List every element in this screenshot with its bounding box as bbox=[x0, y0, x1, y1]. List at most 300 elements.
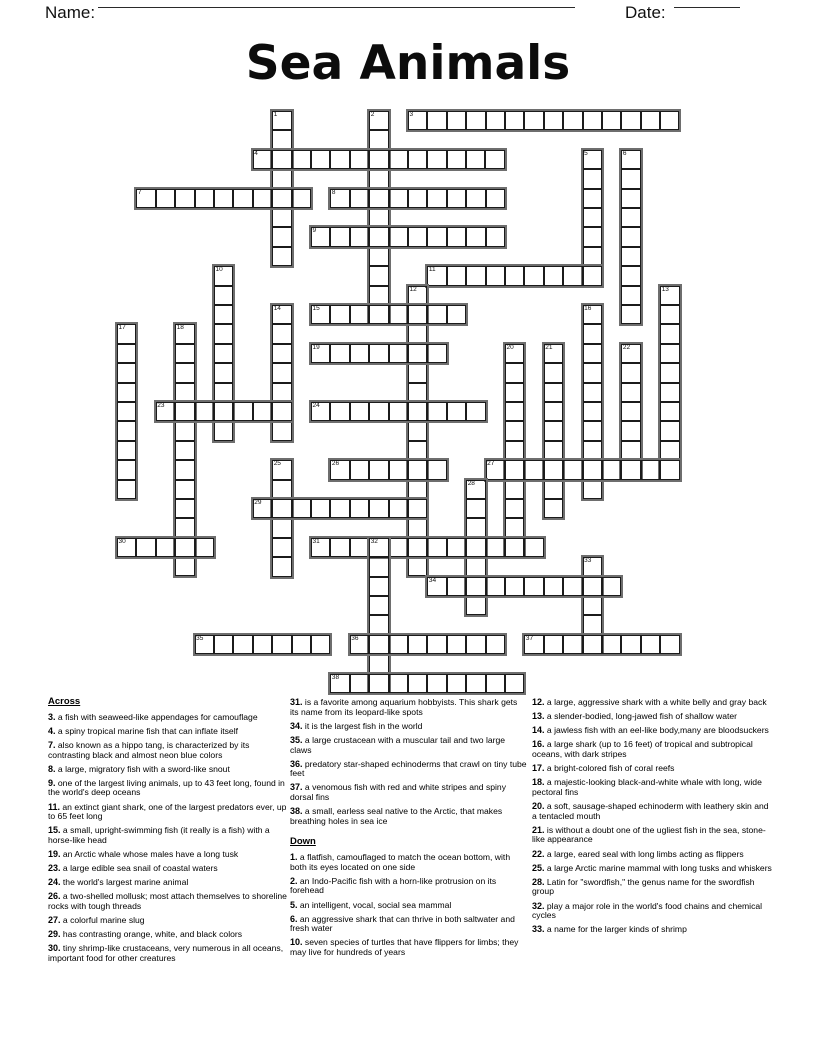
grid-cell[interactable] bbox=[505, 383, 524, 402]
grid-cell[interactable] bbox=[621, 208, 640, 227]
grid-cell[interactable] bbox=[427, 635, 446, 654]
grid-cell[interactable] bbox=[621, 286, 640, 305]
grid-cell[interactable] bbox=[272, 499, 291, 518]
grid-cell[interactable] bbox=[660, 421, 679, 440]
grid-cell[interactable] bbox=[117, 421, 136, 440]
grid-cell[interactable] bbox=[447, 305, 466, 324]
grid-cell[interactable] bbox=[641, 111, 660, 130]
grid-cell[interactable] bbox=[408, 674, 427, 693]
grid-cell[interactable] bbox=[272, 324, 291, 343]
word-2-down bbox=[367, 109, 390, 326]
grid-cell[interactable] bbox=[214, 402, 233, 421]
grid-cell[interactable] bbox=[505, 402, 524, 421]
grid-cell[interactable] bbox=[233, 635, 252, 654]
grid-cell[interactable] bbox=[408, 189, 427, 208]
grid-cell[interactable] bbox=[621, 111, 640, 130]
grid-cell[interactable] bbox=[389, 305, 408, 324]
grid-cell[interactable] bbox=[583, 577, 602, 596]
grid-cell[interactable] bbox=[136, 538, 155, 557]
grid-cell[interactable] bbox=[505, 111, 524, 130]
grid-cell[interactable] bbox=[427, 111, 446, 130]
grid-cell[interactable] bbox=[427, 150, 446, 169]
date-blank-line[interactable] bbox=[674, 6, 740, 8]
grid-cell[interactable] bbox=[408, 344, 427, 363]
grid-cell[interactable] bbox=[389, 460, 408, 479]
grid-cell[interactable] bbox=[369, 247, 388, 266]
clue-down-28 bbox=[532, 877, 775, 897]
grid-cell[interactable] bbox=[350, 460, 369, 479]
grid-cell[interactable] bbox=[486, 538, 505, 557]
grid-cell[interactable] bbox=[272, 635, 291, 654]
grid-cell[interactable] bbox=[175, 518, 194, 537]
grid-cell[interactable] bbox=[389, 402, 408, 421]
grid-cell[interactable] bbox=[175, 441, 194, 460]
grid-cell[interactable] bbox=[583, 460, 602, 479]
cell-number: 2 bbox=[370, 111, 375, 118]
grid-cell[interactable] bbox=[389, 150, 408, 169]
grid-cell[interactable] bbox=[447, 189, 466, 208]
grid-cell[interactable] bbox=[486, 266, 505, 285]
grid-cell[interactable] bbox=[369, 305, 388, 324]
grid-cell[interactable] bbox=[486, 111, 505, 130]
grid-cell[interactable] bbox=[660, 635, 679, 654]
grid-cell[interactable] bbox=[583, 344, 602, 363]
grid-cell[interactable] bbox=[524, 266, 543, 285]
grid-cell[interactable] bbox=[408, 557, 427, 576]
grid-cell[interactable] bbox=[447, 674, 466, 693]
grid-cell[interactable] bbox=[583, 324, 602, 343]
grid-cell[interactable] bbox=[427, 189, 446, 208]
grid-cell[interactable] bbox=[369, 402, 388, 421]
grid-cell[interactable] bbox=[389, 499, 408, 518]
grid-cell[interactable] bbox=[466, 227, 485, 246]
cell-number: 29 bbox=[254, 499, 262, 506]
grid-cell[interactable] bbox=[408, 499, 427, 518]
grid-cell[interactable] bbox=[660, 363, 679, 382]
cell-number: 6 bbox=[622, 149, 627, 157]
grid-cell[interactable] bbox=[369, 557, 388, 576]
grid-cell[interactable] bbox=[175, 460, 194, 479]
grid-cell[interactable] bbox=[427, 227, 446, 246]
grid-cell[interactable] bbox=[660, 402, 679, 421]
grid-cell[interactable] bbox=[466, 499, 485, 518]
grid-cell[interactable] bbox=[486, 635, 505, 654]
grid-cell[interactable] bbox=[583, 635, 602, 654]
grid-cell[interactable] bbox=[466, 111, 485, 130]
grid-cell[interactable] bbox=[369, 596, 388, 615]
grid-cell[interactable] bbox=[350, 402, 369, 421]
grid-cell[interactable] bbox=[524, 111, 543, 130]
grid-cell[interactable] bbox=[583, 189, 602, 208]
grid-cell[interactable] bbox=[466, 189, 485, 208]
grid-cell[interactable] bbox=[369, 635, 388, 654]
clue-number: 21. bbox=[532, 824, 545, 835]
grid-cell[interactable] bbox=[505, 421, 524, 440]
grid-cell[interactable] bbox=[466, 674, 485, 693]
grid-cell[interactable] bbox=[544, 383, 563, 402]
grid-cell[interactable] bbox=[466, 538, 485, 557]
grid-cell[interactable] bbox=[389, 674, 408, 693]
grid-cell[interactable] bbox=[583, 169, 602, 188]
grid-cell[interactable] bbox=[641, 635, 660, 654]
grid-cell[interactable] bbox=[427, 344, 446, 363]
grid-cell[interactable] bbox=[621, 635, 640, 654]
grid-cell[interactable] bbox=[330, 305, 349, 324]
grid-cell[interactable] bbox=[214, 635, 233, 654]
clue-text: seven species of turtles that have flippers for limbs; they may live for hundreds of years bbox=[290, 937, 519, 957]
grid-cell[interactable] bbox=[563, 577, 582, 596]
grid-cell[interactable] bbox=[486, 674, 505, 693]
grid-cell[interactable] bbox=[427, 460, 446, 479]
grid-cell[interactable] bbox=[292, 635, 311, 654]
grid-cell[interactable] bbox=[563, 460, 582, 479]
grid-cell[interactable] bbox=[544, 499, 563, 518]
grid-cell[interactable] bbox=[408, 635, 427, 654]
grid-cell[interactable] bbox=[369, 150, 388, 169]
cell-number: 1 bbox=[273, 111, 278, 118]
cell-number: 24 bbox=[312, 402, 320, 409]
grid-cell[interactable] bbox=[389, 344, 408, 363]
grid-cell[interactable] bbox=[117, 383, 136, 402]
grid-cell[interactable] bbox=[175, 421, 194, 440]
clue-down-22 bbox=[532, 849, 775, 860]
grid-cell[interactable] bbox=[214, 189, 233, 208]
grid-cell[interactable] bbox=[408, 538, 427, 557]
grid-cell[interactable] bbox=[621, 363, 640, 382]
clue-across-15 bbox=[48, 825, 288, 845]
grid-cell[interactable] bbox=[408, 150, 427, 169]
grid-cell[interactable] bbox=[311, 499, 330, 518]
grid-cell[interactable] bbox=[408, 460, 427, 479]
grid-cell[interactable] bbox=[621, 305, 640, 324]
grid-cell[interactable] bbox=[272, 363, 291, 382]
grid-cell[interactable] bbox=[272, 557, 291, 576]
clue-across-27 bbox=[48, 915, 288, 926]
grid-cell[interactable] bbox=[350, 499, 369, 518]
grid-cell[interactable] bbox=[272, 227, 291, 246]
clue-text: a bright-colored fish of coral reefs bbox=[546, 763, 675, 774]
grid-cell[interactable] bbox=[602, 577, 621, 596]
grid-cell[interactable] bbox=[156, 538, 175, 557]
grid-cell[interactable] bbox=[408, 421, 427, 440]
clue-down-13 bbox=[532, 711, 775, 722]
grid-cell[interactable] bbox=[369, 460, 388, 479]
grid-cell[interactable] bbox=[214, 383, 233, 402]
grid-cell[interactable] bbox=[117, 460, 136, 479]
clue-down-32 bbox=[532, 901, 775, 921]
clue-down-5 bbox=[290, 900, 527, 911]
clue-text: is a favorite among aquarium hobbyists. This shark gets its name from its leopard-like spots bbox=[290, 697, 518, 717]
grid-cell[interactable] bbox=[621, 402, 640, 421]
grid-cell[interactable] bbox=[233, 402, 252, 421]
grid-cell[interactable] bbox=[563, 266, 582, 285]
grid-cell[interactable] bbox=[195, 189, 214, 208]
clue-text: a slender-bodied, long-jawed fish of shallow water bbox=[546, 711, 738, 722]
grid-cell[interactable] bbox=[350, 674, 369, 693]
grid-cell[interactable] bbox=[175, 402, 194, 421]
grid-cell[interactable] bbox=[214, 421, 233, 440]
cell-number: 35 bbox=[196, 634, 204, 642]
grid-cell[interactable] bbox=[369, 674, 388, 693]
grid-cell[interactable] bbox=[466, 596, 485, 615]
grid-cell[interactable] bbox=[369, 227, 388, 246]
clue-down-21 bbox=[532, 825, 775, 845]
grid-cell[interactable] bbox=[408, 518, 427, 537]
grid-cell[interactable] bbox=[583, 421, 602, 440]
grid-cell[interactable] bbox=[660, 305, 679, 324]
grid-cell[interactable] bbox=[175, 538, 194, 557]
grid-cell[interactable] bbox=[389, 635, 408, 654]
grid-cell[interactable] bbox=[427, 305, 446, 324]
grid-cell[interactable] bbox=[621, 227, 640, 246]
grid-cell[interactable] bbox=[272, 421, 291, 440]
grid-cell[interactable] bbox=[253, 402, 272, 421]
grid-cell[interactable] bbox=[447, 266, 466, 285]
grid-cell[interactable] bbox=[427, 674, 446, 693]
grid-cell[interactable] bbox=[583, 480, 602, 499]
clue-across-9 bbox=[48, 778, 288, 798]
grid-cell[interactable] bbox=[544, 421, 563, 440]
grid-cell[interactable] bbox=[583, 383, 602, 402]
grid-cell[interactable] bbox=[233, 189, 252, 208]
grid-cell[interactable] bbox=[602, 635, 621, 654]
word-7-across bbox=[134, 187, 313, 210]
grid-cell[interactable] bbox=[602, 111, 621, 130]
grid-cell[interactable] bbox=[583, 596, 602, 615]
grid-cell[interactable] bbox=[486, 577, 505, 596]
grid-cell[interactable] bbox=[272, 189, 291, 208]
grid-cell[interactable] bbox=[408, 402, 427, 421]
grid-cell[interactable] bbox=[583, 402, 602, 421]
grid-cell[interactable] bbox=[214, 324, 233, 343]
grid-cell[interactable] bbox=[350, 189, 369, 208]
cell-number: 38 bbox=[331, 673, 340, 681]
grid-cell[interactable] bbox=[486, 189, 505, 208]
grid-cell[interactable] bbox=[544, 480, 563, 499]
clue-down-1 bbox=[290, 852, 527, 872]
grid-cell[interactable] bbox=[660, 383, 679, 402]
grid-cell[interactable] bbox=[214, 286, 233, 305]
grid-cell[interactable] bbox=[292, 189, 311, 208]
grid-cell[interactable] bbox=[583, 266, 602, 285]
grid-cell[interactable] bbox=[544, 111, 563, 130]
clue-text: tiny shrimp-like crustaceans, very numerous in all oceans, important food for other creatures bbox=[48, 943, 284, 963]
grid-cell[interactable] bbox=[389, 189, 408, 208]
grid-cell[interactable] bbox=[544, 402, 563, 421]
grid-cell[interactable] bbox=[272, 150, 291, 169]
grid-cell[interactable] bbox=[330, 538, 349, 557]
grid-cell[interactable] bbox=[660, 111, 679, 130]
grid-cell[interactable] bbox=[583, 111, 602, 130]
name-label: Name: bbox=[45, 3, 96, 22]
word-6-down bbox=[619, 148, 642, 327]
grid-cell[interactable] bbox=[330, 227, 349, 246]
grid-cell[interactable] bbox=[563, 635, 582, 654]
cell-number: 13 bbox=[661, 285, 669, 293]
grid-cell[interactable] bbox=[466, 266, 485, 285]
grid-cell[interactable] bbox=[330, 150, 349, 169]
grid-cell[interactable] bbox=[408, 227, 427, 246]
grid-cell[interactable] bbox=[253, 635, 272, 654]
grid-cell[interactable] bbox=[408, 480, 427, 499]
grid-cell[interactable] bbox=[292, 150, 311, 169]
grid-cell[interactable] bbox=[544, 635, 563, 654]
clue-down-33 bbox=[532, 924, 775, 935]
grid-cell[interactable] bbox=[272, 208, 291, 227]
grid-cell[interactable] bbox=[195, 538, 214, 557]
grid-cell[interactable] bbox=[427, 402, 446, 421]
grid-cell[interactable] bbox=[175, 557, 194, 576]
grid-cell[interactable] bbox=[330, 344, 349, 363]
grid-cell[interactable] bbox=[447, 635, 466, 654]
grid-cell[interactable] bbox=[350, 305, 369, 324]
grid-cell[interactable] bbox=[641, 460, 660, 479]
grid-cell[interactable] bbox=[175, 189, 194, 208]
grid-cell[interactable] bbox=[292, 499, 311, 518]
grid-cell[interactable] bbox=[602, 460, 621, 479]
grid-cell[interactable] bbox=[563, 111, 582, 130]
grid-cell[interactable] bbox=[447, 402, 466, 421]
grid-cell[interactable] bbox=[466, 402, 485, 421]
grid-cell[interactable] bbox=[311, 635, 330, 654]
grid-cell[interactable] bbox=[544, 266, 563, 285]
grid-cell[interactable] bbox=[389, 227, 408, 246]
grid-cell[interactable] bbox=[369, 286, 388, 305]
grid-cell[interactable] bbox=[408, 441, 427, 460]
grid-cell[interactable] bbox=[583, 208, 602, 227]
grid-cell[interactable] bbox=[621, 460, 640, 479]
grid-cell[interactable] bbox=[117, 480, 136, 499]
grid-cell[interactable] bbox=[660, 324, 679, 343]
grid-cell[interactable] bbox=[272, 247, 291, 266]
grid-cell[interactable] bbox=[486, 227, 505, 246]
grid-cell[interactable] bbox=[195, 402, 214, 421]
grid-cell[interactable] bbox=[621, 247, 640, 266]
grid-cell[interactable] bbox=[369, 266, 388, 285]
grid-cell[interactable] bbox=[253, 189, 272, 208]
grid-cell[interactable] bbox=[621, 169, 640, 188]
grid-cell[interactable] bbox=[583, 227, 602, 246]
grid-cell[interactable] bbox=[175, 363, 194, 382]
clue-number: 19. bbox=[48, 849, 61, 859]
word-17-down bbox=[115, 322, 138, 501]
grid-cell[interactable] bbox=[505, 460, 524, 479]
grid-cell[interactable] bbox=[175, 480, 194, 499]
grid-cell[interactable] bbox=[505, 518, 524, 537]
grid-cell[interactable] bbox=[311, 150, 330, 169]
grid-cell[interactable] bbox=[330, 499, 349, 518]
grid-cell[interactable] bbox=[369, 189, 388, 208]
grid-cell[interactable] bbox=[156, 189, 175, 208]
grid-cell[interactable] bbox=[621, 421, 640, 440]
grid-cell[interactable] bbox=[505, 363, 524, 382]
grid-cell[interactable] bbox=[505, 480, 524, 499]
grid-cell[interactable] bbox=[660, 344, 679, 363]
grid-cell[interactable] bbox=[272, 402, 291, 421]
grid-cell[interactable] bbox=[505, 266, 524, 285]
grid-cell[interactable] bbox=[369, 499, 388, 518]
clue-column-3 bbox=[532, 697, 775, 938]
grid-cell[interactable] bbox=[505, 499, 524, 518]
clue-down-20 bbox=[532, 801, 775, 821]
grid-cell[interactable] bbox=[485, 150, 504, 169]
grid-cell[interactable] bbox=[524, 577, 543, 596]
grid-cell[interactable] bbox=[214, 344, 233, 363]
grid-cell[interactable] bbox=[369, 577, 388, 596]
clue-text: play a major role in the world's food chains and chemical cycles bbox=[532, 900, 763, 921]
clue-number: 7. bbox=[48, 739, 56, 750]
grid-cell[interactable] bbox=[389, 538, 408, 557]
grid-cell[interactable] bbox=[350, 344, 369, 363]
clue-text: a large edible sea snail of coastal waters bbox=[62, 863, 218, 874]
grid-cell[interactable] bbox=[447, 538, 466, 557]
grid-cell[interactable] bbox=[408, 305, 427, 324]
word-12-down bbox=[406, 284, 429, 579]
grid-cell[interactable] bbox=[505, 674, 524, 693]
grid-cell[interactable] bbox=[272, 518, 291, 537]
grid-cell[interactable] bbox=[466, 635, 485, 654]
grid-cell[interactable] bbox=[621, 189, 640, 208]
grid-cell[interactable] bbox=[214, 305, 233, 324]
clue-across-7 bbox=[48, 740, 288, 760]
grid-cell[interactable] bbox=[272, 344, 291, 363]
grid-cell[interactable] bbox=[660, 441, 679, 460]
grid-cell[interactable] bbox=[447, 150, 466, 169]
name-blank-line[interactable] bbox=[98, 6, 575, 8]
grid-cell[interactable] bbox=[447, 577, 466, 596]
clue-across-31 bbox=[290, 697, 527, 717]
grid-cell[interactable] bbox=[350, 150, 369, 169]
grid-cell[interactable] bbox=[621, 383, 640, 402]
grid-cell[interactable] bbox=[214, 363, 233, 382]
grid-cell[interactable] bbox=[524, 538, 543, 557]
grid-cell[interactable] bbox=[447, 227, 466, 246]
grid-cell[interactable] bbox=[544, 363, 563, 382]
grid-cell[interactable] bbox=[621, 266, 640, 285]
grid-cell[interactable] bbox=[117, 344, 136, 363]
grid-cell[interactable] bbox=[117, 363, 136, 382]
cell-number: 11 bbox=[428, 266, 436, 274]
clue-section-header: Down bbox=[290, 836, 316, 848]
grid-cell[interactable] bbox=[175, 344, 194, 363]
clue-down-17 bbox=[532, 763, 775, 774]
grid-cell[interactable] bbox=[330, 402, 349, 421]
grid-cell[interactable] bbox=[544, 577, 563, 596]
grid-cell[interactable] bbox=[583, 363, 602, 382]
grid-cell[interactable] bbox=[117, 402, 136, 421]
grid-cell[interactable] bbox=[466, 577, 485, 596]
grid-cell[interactable] bbox=[408, 363, 427, 382]
grid-cell[interactable] bbox=[505, 577, 524, 596]
grid-cell[interactable] bbox=[447, 111, 466, 130]
clue-number: 11. bbox=[48, 801, 61, 812]
word-24-across bbox=[309, 400, 488, 423]
grid-cell[interactable] bbox=[369, 344, 388, 363]
grid-cell[interactable] bbox=[350, 227, 369, 246]
grid-cell[interactable] bbox=[175, 499, 194, 518]
grid-cell[interactable] bbox=[272, 538, 291, 557]
grid-cell[interactable] bbox=[117, 441, 136, 460]
grid-cell[interactable] bbox=[544, 460, 563, 479]
grid-cell[interactable] bbox=[466, 150, 485, 169]
grid-cell[interactable] bbox=[505, 538, 524, 557]
clue-across-11 bbox=[48, 802, 288, 822]
word-30-across bbox=[115, 536, 216, 559]
grid-cell[interactable] bbox=[427, 538, 446, 557]
grid-cell[interactable] bbox=[660, 460, 679, 479]
cell-number: 27 bbox=[487, 460, 495, 468]
grid-cell[interactable] bbox=[524, 460, 543, 479]
